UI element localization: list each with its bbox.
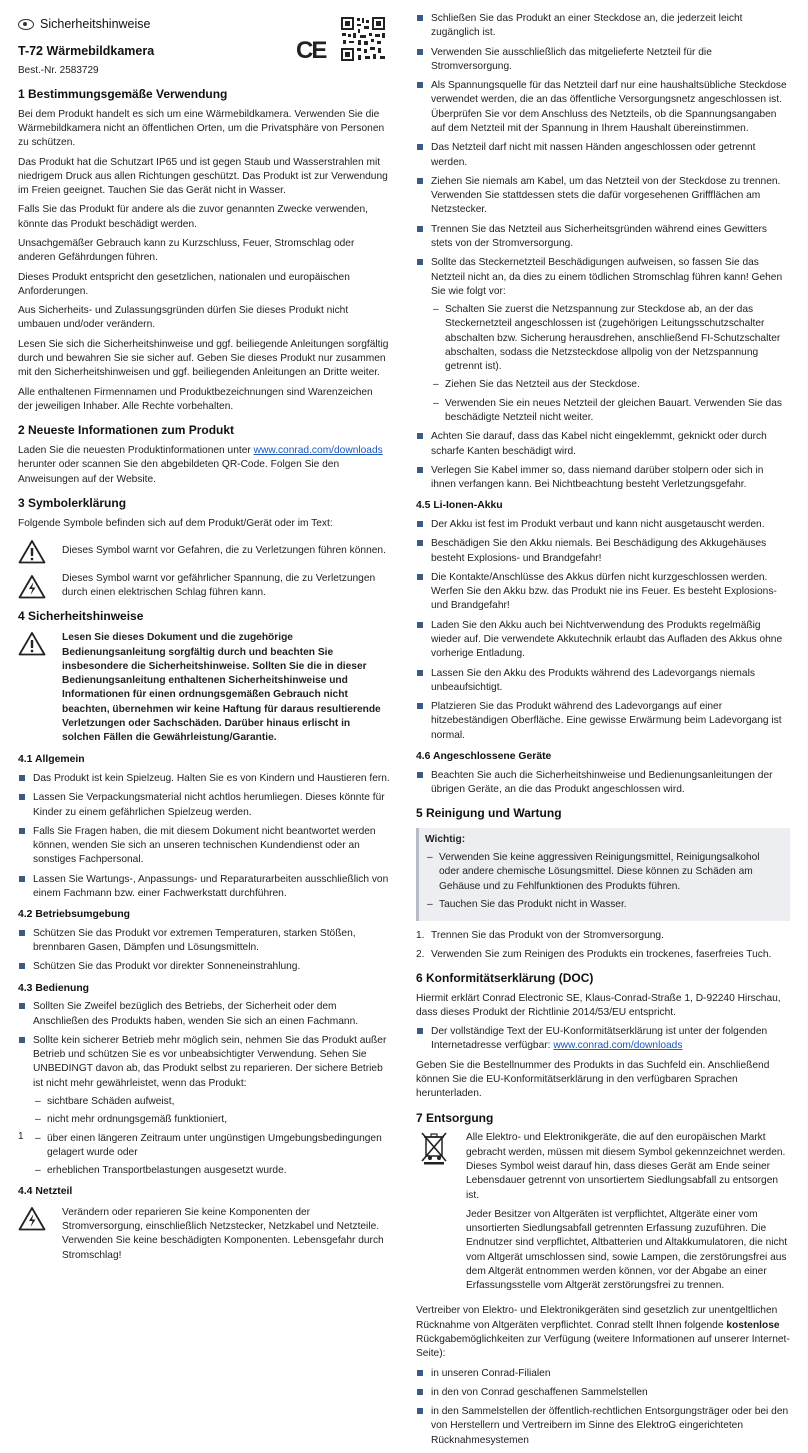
heading-6: 6 Konformitätserklärung (DOC) bbox=[416, 970, 594, 985]
weee-paragraph-1: Alle Elektro- und Elektronikgeräte, die auf den europäischen Markt gebracht werden, müssen mit diesem Symbol gekennzeichnet werden. Dieses Symbol weist darauf hin, dass dieses Gerät am Ende seiner Lebensdauer getrennt von unsortiertem Siedlungsabfall zu entsorgen ist. bbox=[466, 1132, 786, 1201]
bullet-icon bbox=[417, 574, 423, 580]
step-item bbox=[416, 948, 790, 962]
cleaning-steps bbox=[416, 929, 790, 962]
dash-item: – über einen längeren Zeitraum unter ungünstigen Umgebungsbedingungen gelagert wurde oder bbox=[33, 1132, 390, 1161]
list-4-3 bbox=[18, 1000, 390, 1178]
heading-7: 7 Entsorgung bbox=[416, 1110, 494, 1125]
heading-2: 2 Neueste Informationen zum Produkt bbox=[18, 423, 235, 438]
heading-4-5: 4.5 Li-Ionen-Akku bbox=[416, 500, 503, 512]
bullet-icon bbox=[417, 82, 423, 88]
dash-item: – sichtbare Schäden aufweist, bbox=[33, 1095, 390, 1109]
bullet-icon bbox=[417, 703, 423, 709]
dash-list-4-4 bbox=[431, 303, 790, 425]
crossed-bin-icon bbox=[420, 1131, 448, 1165]
list-item: Das Produkt ist kein Spielzeug. Halten Sie es von Kindern und Haustieren fern. bbox=[18, 772, 390, 786]
warning-triangle-icon bbox=[18, 631, 46, 656]
important-note-box bbox=[416, 828, 790, 921]
bullet-icon bbox=[417, 540, 423, 546]
s1-paragraph: Aus Sicherheits- und Zulassungsgründen dürfen Sie dieses Produkt nicht umbauen und/oder verändern. bbox=[18, 305, 349, 331]
bullet-icon bbox=[19, 876, 25, 882]
list-item: Verwenden Sie ausschließlich das mitgelieferte Netzteil für die Stromversorgung. bbox=[416, 46, 790, 75]
list-item: Der Akku ist fest im Produkt verbaut und kann nicht ausgetauscht werden. bbox=[416, 518, 790, 532]
warning-triangle-icon bbox=[18, 539, 46, 564]
bullet-icon bbox=[417, 1370, 423, 1376]
dash-item: – Ziehen Sie das Netzteil aus der Steckdose. bbox=[431, 378, 790, 392]
heading-5: 5 Reinigung und Wartung bbox=[416, 806, 562, 821]
step-text: Verwenden Sie zum Reinigen des Produkts ein trockenes, faserfreies Tuch. bbox=[431, 948, 772, 960]
page-number: 1 bbox=[18, 1131, 24, 1142]
dash-item: – Tauchen Sie das Produkt nicht in Wasser. bbox=[425, 898, 782, 912]
list-item: Als Spannungsquelle für das Netzteil darf nur eine haushaltsübliche Steckdose verwendet werden, die an das öffentliche Versorgungsnetz angeschlossen ist. Überprüfen Sie vor dem Anschluss des Netzteils, ob die Spannungsangaben auf dem Netzteil mit der Spannung in Ihrem Haushalt übereinstimmen. bbox=[416, 79, 790, 136]
weee-text bbox=[462, 1131, 790, 1298]
heading-4-3: 4.3 Bedienung bbox=[18, 982, 90, 994]
product-title: T-72 Wärmebildkamera bbox=[18, 43, 155, 58]
qr-code-icon[interactable] bbox=[340, 16, 386, 62]
dash-list-4-3 bbox=[33, 1095, 390, 1178]
list-item: Achten Sie darauf, dass das Kabel nicht eingeklemmt, geknickt oder durch scharfe Kanten beschädigt wird. bbox=[416, 430, 790, 459]
heading-1: 1 Bestimmungsgemäße Verwendung bbox=[18, 87, 228, 101]
doc-paragraph-2: Geben Sie die Bestellnummer des Produkts in das Suchfeld ein. Anschließend können Sie die EU-Konformitätserklärung in den verfügbaren Sprachen herunterladen. bbox=[416, 1059, 770, 1100]
list-item: Lassen Sie Wartungs-, Anpassungs- und Reparaturarbeiten ausschließlich von einem Fachmann bzw. einer Fachwerkstatt durchführen. bbox=[18, 873, 390, 902]
step-number: 2. bbox=[416, 948, 425, 960]
list-item: in unseren Conrad-Filialen bbox=[416, 1367, 790, 1381]
bullet-icon bbox=[19, 775, 25, 781]
list-item: Lassen Sie Verpackungsmaterial nicht achtlos herumliegen. Dieses könnte für Kinder zu einem gefährlichen Spielzeug werden. bbox=[18, 791, 390, 820]
power-warning-text: Verändern oder reparieren Sie keine Komponenten der Stromversorgung, einschließlich Netzstecker, Netzkabel und Netzteile. Verwenden Sie keine beschädigten Komponenten. Lebensgefahr durch Stromschlag! bbox=[62, 1206, 384, 1261]
heading-3: 3 Symbolerklärung bbox=[18, 495, 127, 510]
list-item: Sollte das Steckernetzteil Beschädigungen aufweisen, so fassen Sie das Netzteil nicht an, da dies zu einem tödlichen Stromschlag führen kann! Gehen Sie wie folgt vor: – Schalten Sie zuerst die Netzspannung zur Steckdose ab, an der das Steckernetzteil angeschlossen ist (zugehörigen Leitungsschutzschalter abschalten bzw. Sicherung herausdrehen, anschließend FI-Schutzschalter abschalten, sodass die Netzsteckdose allpolig von der Netzspannung getrennt ist). – Ziehen Sie das Netzteil aus der Steckdose. – Verwenden Sie ein neues Netzteil der gleichen Bauart. Verwenden Sie das beschädigte Netzteil nicht weiter. bbox=[416, 256, 790, 425]
list-item: Schließen Sie das Produkt an einer Steckdose an, die jederzeit leicht zugänglich ist. bbox=[416, 12, 790, 41]
bullet-icon bbox=[417, 622, 423, 628]
list-4-1 bbox=[18, 772, 390, 901]
bullet-icon bbox=[417, 772, 423, 778]
dash-item: – erheblichen Transportbelastungen ausgesetzt wurde. bbox=[33, 1164, 390, 1178]
list-item: Trennen Sie das Netzteil aus Sicherheitsgründen während eines Gewitters stets von der Stromversorgung. bbox=[416, 223, 790, 252]
eye-icon bbox=[18, 19, 34, 30]
bullet-icon bbox=[417, 15, 423, 21]
power-warning-box bbox=[18, 1206, 390, 1263]
list-item: Sollten Sie Zweifel bezüglich des Betriebs, der Sicherheit oder dem Anschließen des Produkts haben, wenden Sie sich an einen Fachmann. bbox=[18, 1000, 390, 1029]
ce-mark-icon: CE bbox=[296, 37, 326, 64]
list-item: in den von Conrad geschaffenen Sammelstellen bbox=[416, 1386, 790, 1400]
list-item: Das Netzteil darf nicht mit nassen Händen angeschlossen oder getrennt werden. bbox=[416, 141, 790, 170]
doc-list bbox=[416, 1025, 790, 1054]
list-4-5 bbox=[416, 518, 790, 743]
list-item: Lassen Sie den Akku des Produkts während des Ladevorgangs niemals unbeaufsichtigt. bbox=[416, 667, 790, 696]
bullet-icon bbox=[19, 963, 25, 969]
list-item: Beachten Sie auch die Sicherheitshinweise und Bedienungsanleitungen der übrigen Geräte, an die das Produkt angeschlossen wird. bbox=[416, 769, 790, 798]
left-column bbox=[18, 16, 390, 1271]
s1-paragraph: Das Produkt hat die Schutzart IP65 und ist gegen Staub und Wasserstrahlen mit niedrigem Druck aus allen Richtungen geschützt. Das Produkt ist zur Verwendung im Freien geeignet. Tauchen Sie das Gerät nicht in Wasser. bbox=[18, 156, 388, 197]
list-item: Schützen Sie das Produkt vor extremen Temperaturen, starken Stößen, brennbaren Gasen, Dämpfen und Lösungsmitteln. bbox=[18, 927, 390, 956]
return-paragraph: Vertreiber von Elektro- und Elektronikgeräten sind gesetzlich zur unentgeltlichen Rücknahme von Altgeräten verpflichtet. Conrad stellt Ihnen folgende kostenlose Rückgabemöglichkeiten zur Verfügung (weitere Informationen auf unserer Internet-Seite): bbox=[416, 1305, 790, 1360]
heading-4-2: 4.2 Betriebsumgebung bbox=[18, 909, 131, 921]
bullet-icon bbox=[417, 521, 423, 527]
bullet-icon bbox=[417, 49, 423, 55]
dash-item: – Schalten Sie zuerst die Netzspannung zur Steckdose ab, an der das Steckernetzteil angeschlossen ist (zugehörigen Leitungsschutzschalter abschalten bzw. Sicherung herausdrehen, anschließend FI-Schutzschalter abschalten, sodass die Netzsteckdose allpolig von der Netzspannung getrennt ist). bbox=[431, 303, 790, 374]
bullet-icon bbox=[417, 144, 423, 150]
list-item: Sollte kein sicherer Betrieb mehr möglich sein, nehmen Sie das Produkt außer Betrieb und schützen Sie es vor unbeabsichtigter Verwendung. Sehen Sie UNBEDINGT davon ab, das Produkt selbst zu reparieren. Der sichere Betrieb ist nicht mehr gewährleistet, wenn das Produkt: – sichtbare Schäden aufweist, – nicht mehr ordnungsgemäß funktioniert, – über einen längeren Zeitraum unter ungünstigen Umgebungsbedingungen gelagert wurde oder – erheblichen Transportbelastungen ausgesetzt wurde. bbox=[18, 1034, 390, 1179]
bullet-icon bbox=[417, 1408, 423, 1414]
note-title: Wichtig: bbox=[425, 833, 466, 845]
dash-item: – nicht mehr ordnungsgemäß funktioniert, bbox=[33, 1113, 390, 1127]
list-4-6 bbox=[416, 769, 790, 798]
dash-item: – Verwenden Sie ein neues Netzteil der gleichen Bauart. Verwenden Sie das beschädigte Netzteil nicht weiter. bbox=[431, 397, 790, 426]
list-item: Beschädigen Sie den Akku niemals. Bei Beschädigung des Akkugehäuses besteht Explosions- und Brandgefahr! bbox=[416, 537, 790, 566]
doc-paragraph: Hiermit erklärt Conrad Electronic SE, Klaus-Conrad-Straße 1, D-92240 Hirschau, dass dieses Produkt der Richtlinie 2014/53/EU entspricht. bbox=[416, 992, 781, 1018]
bullet-icon bbox=[417, 670, 423, 676]
s3-intro: Folgende Symbole befinden sich auf dem Produkt/Gerät oder im Text: bbox=[18, 517, 333, 529]
s2-paragraph: Laden Sie die neuesten Produktinformationen unter www.conrad.com/downloads herunter oder scannen Sie den abgebildeten QR-Code. Folgen Sie den Anweisungen auf der Website. bbox=[18, 444, 383, 485]
bullet-icon bbox=[19, 930, 25, 936]
bullet-icon bbox=[417, 226, 423, 232]
list-item: in den Sammelstellen der öffentlich-rechtlichen Entsorgungsträger oder bei den von Herstellern und Vertreibern im Sinne des ElektroG eingerichteten Rücknahmesystemen bbox=[416, 1405, 790, 1448]
list-4-4-plug bbox=[416, 256, 790, 425]
weee-paragraph-2: Jeder Besitzer von Altgeräten ist verpflichtet, Altgeräte einer vom unsortierten Siedlungsabfall getrennten Erfassung zuzuführen. Die Endnutzer sind verpflichtet, Altbatterien und Altakkumulatoren, die nicht vom Altgerät umschlossen sind, sowie Lampen, die zerstörungsfrei aus dem Altgerät entnommen werden können, vor der Abgabe an einer Erfassungsstelle vom Altgerät zerstörungsfrei zu trennen. bbox=[466, 1208, 788, 1292]
step-number: 1. bbox=[416, 930, 425, 942]
list-item: Ziehen Sie niemals am Kabel, um das Netzteil von der Steckdose zu trennen. Verwenden Sie stattdessen stets die dafür vorgesehenen Griffflächen am Netzstecker. bbox=[416, 175, 790, 218]
heading-4-1: 4.1 Allgemein bbox=[18, 754, 85, 766]
list-4-4-after bbox=[416, 430, 790, 492]
list-item: Der vollständige Text der EU-Konformitätserklärung ist unter der folgenden Internetadresse verfügbar: www.conrad.com/downloads bbox=[416, 1025, 790, 1054]
s1-paragraph: Alle enthaltenen Firmennamen und Produktbezeichnungen sind Warenzeichen der jeweiligen Inhaber. Alle Rechte vorbehalten. bbox=[18, 386, 373, 412]
list-4-4 bbox=[416, 12, 790, 251]
bullet-icon bbox=[417, 433, 423, 439]
bullet-icon bbox=[417, 178, 423, 184]
bullet-icon bbox=[417, 1389, 423, 1395]
heading-4-4: 4.4 Netzteil bbox=[18, 1186, 73, 1198]
list-item: Schützen Sie das Produkt vor direkter Sonneneinstrahlung. bbox=[18, 960, 390, 974]
safety-warning-box bbox=[18, 631, 390, 745]
return-list bbox=[416, 1367, 790, 1448]
s1-paragraph: Dieses Produkt entspricht den gesetzlichen, nationalen und europäischen Anforderungen. bbox=[18, 271, 350, 297]
right-column bbox=[416, 12, 790, 1453]
list-item: Platzieren Sie das Produkt während des Ladevorgangs auf einer hitzebeständigen Oberfläche. Eine gewisse Erwärmung beim Ladevorgang ist normal. bbox=[416, 700, 790, 743]
downloads-link[interactable]: www.conrad.com/downloads bbox=[253, 444, 383, 456]
high-voltage-icon bbox=[18, 574, 46, 599]
dash-item: – Verwenden Sie keine aggressiven Reinigungsmittel, Reinigungsalkohol oder andere chemische Lösungsmittel. Diese können zu Schäden am Gehäuse und zu Fehlfunktionen des Produkts führen. bbox=[425, 851, 782, 894]
weee-block bbox=[416, 1131, 790, 1298]
list-item: Verlegen Sie Kabel immer so, dass niemand darüber stolpern oder sich in ihnen verfangen kann. Bei Nichtbeachtung besteht Verletzungsgefahr. bbox=[416, 464, 790, 493]
s1-paragraph: Lesen Sie sich die Sicherheitshinweise und ggf. beiliegende Anleitungen sorgfältig durch und bewahren Sie sie sicher auf. Geben Sie dieses Produkt nur zusammen mit den Sicherheitshinweisen und ggf. beiliegenden Anleitungen an Dritte weiter. bbox=[18, 338, 389, 379]
high-voltage-icon bbox=[18, 1206, 46, 1231]
bullet-icon bbox=[417, 467, 423, 473]
s1-paragraph: Bei dem Produkt handelt es sich um eine Wärmebildkamera. Verwenden Sie die Wärmebildkamera nicht an öffentlichen Orten, um die Privatsphäre von Personen zu schützen. bbox=[18, 108, 385, 149]
symbol-voltage-row: Dieses Symbol warnt vor gefährlicher Spannung, die zu Verletzungen durch einen elektrischen Schlag führen kann. bbox=[18, 572, 390, 601]
doc-downloads-link[interactable]: www.conrad.com/downloads bbox=[553, 1040, 683, 1052]
bullet-icon bbox=[19, 794, 25, 800]
list-item: Falls Sie Fragen haben, die mit diesem Dokument nicht beantwortet werden können, wenden Sie sich an unseren technischen Kundendienst oder an sonstiges Fachpersonal. bbox=[18, 825, 390, 868]
section-label: Sicherheitshinweise bbox=[18, 16, 390, 34]
list-4-2 bbox=[18, 927, 390, 975]
note-list bbox=[425, 851, 782, 912]
step-item bbox=[416, 929, 790, 943]
s1-paragraph: Unsachgemäßer Gebrauch kann zu Kurzschluss, Feuer, Stromschlag oder anderen Gefährdungen führen. bbox=[18, 238, 355, 264]
order-number: Best.-Nr. 2583729 bbox=[18, 65, 99, 76]
list-item: Die Kontakte/Anschlüsse des Akkus dürfen nicht kurzgeschlossen werden. Werfen Sie den Akku bzw. das Produkt nie ins Feuer. Es besteht Explosions- und Brandgefahr! bbox=[416, 571, 790, 614]
s1-paragraphs bbox=[18, 108, 390, 414]
symbol-warning-row: Dieses Symbol warnt vor Gefahren, die zu Verletzungen führen können. bbox=[18, 539, 390, 564]
step-text: Trennen Sie das Produkt von der Stromversorgung. bbox=[431, 930, 664, 942]
heading-4-6: 4.6 Angeschlossene Geräte bbox=[416, 750, 552, 762]
heading-4: 4 Sicherheitshinweise bbox=[18, 609, 144, 624]
s1-paragraph: Falls Sie das Produkt für andere als die zuvor genannten Zwecke verwenden, könnte das Produkt beschädigt werden. bbox=[18, 204, 368, 230]
list-item: Laden Sie den Akku auch bei Nichtverwendung des Produkts regelmäßig wieder auf. Die verwendete Akkutechnik erlaubt das Aufladen des Akkus ohne vorherige Entladung. bbox=[416, 619, 790, 662]
bullet-icon bbox=[19, 828, 25, 834]
safety-warning-text: Lesen Sie dieses Dokument und die zugehörige Bedienungsanleitung sorgfältig durch und beachten Sie insbesondere die Sicherheitshinweise. Sollten Sie die in dieser Bedienungsanleitung enthaltenen Sicherheitshinweise und Informationen für einen ordnungsgemäßen Gebrauch nicht beachten, übernehmen wir keine Haftung für daraus resultierende Verletzungen oder Sachschäden. Darüber hinaus erlischt in solchen Fällen die Gewährleistung/Garantie. bbox=[62, 632, 381, 744]
